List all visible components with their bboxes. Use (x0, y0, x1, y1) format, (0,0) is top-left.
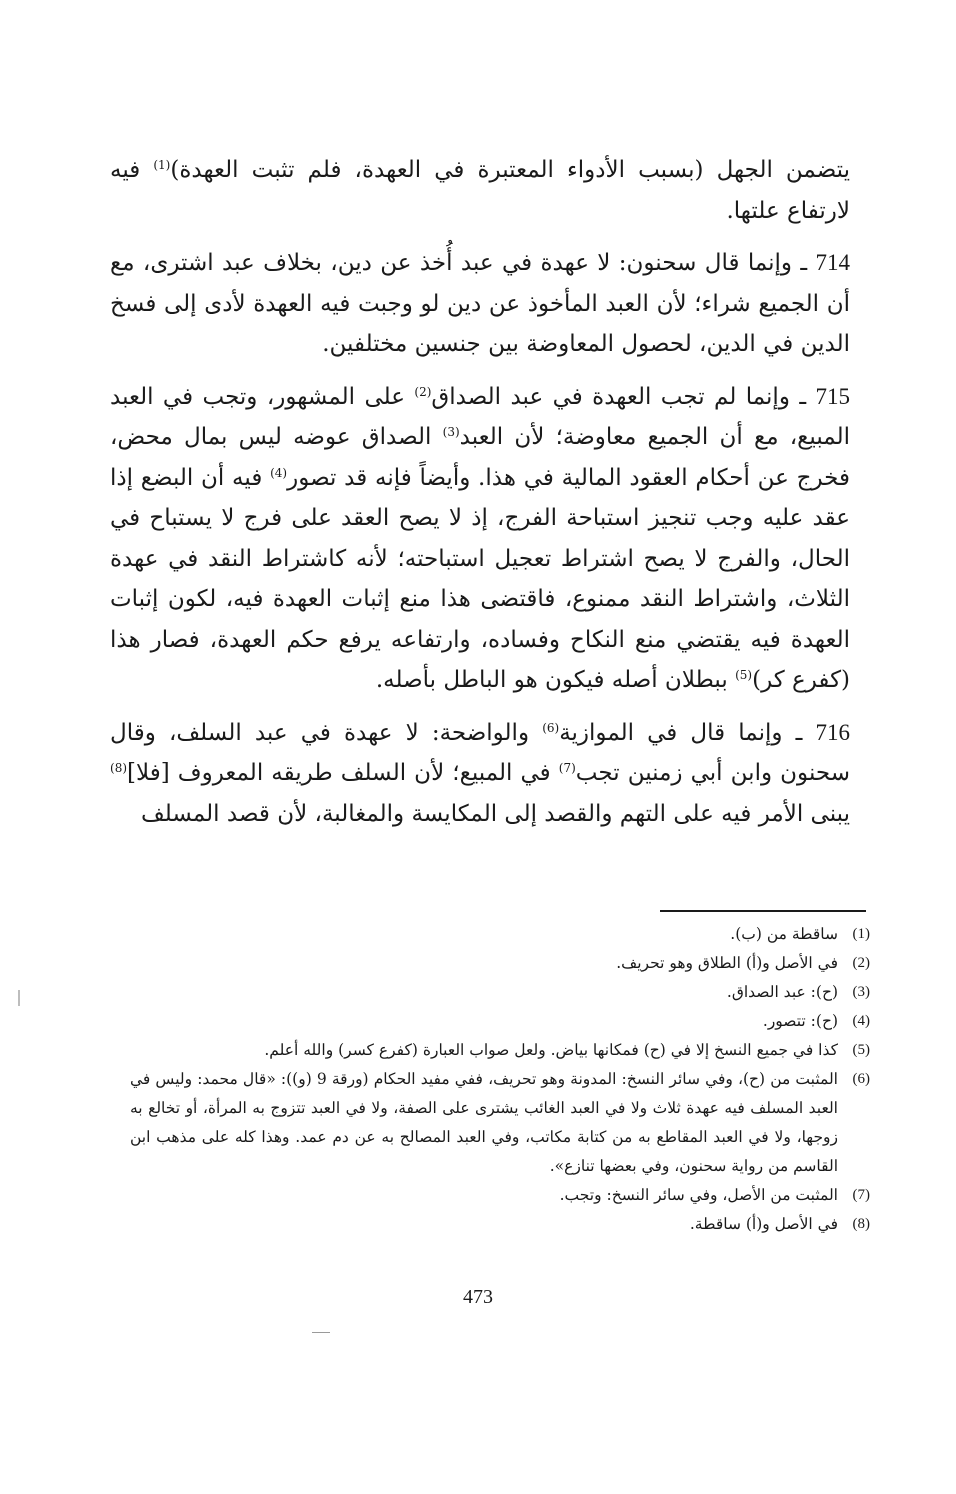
scan-mark (18, 990, 20, 1006)
paragraph-text: وإنما قال في الموازية (559, 719, 783, 746)
footnote-3 (130, 978, 870, 1007)
footnote-number: (5) (852, 1042, 870, 1058)
scan-mark (312, 1332, 330, 1333)
paragraph-text: وإنما قال سحنون: لا عهدة في عبد أُخذ عن دين، بخلاف عبد اشترى، مع أن الجميع شراء؛ لأن العبد المأخوذ عن دين لو وجبت فيه العهدة لأدى إلى فسخ الدين في الدين، لحصول المعاوضة بين جنسين مختلفين. (110, 250, 850, 357)
footnote-ref: (7) (558, 761, 576, 775)
footnote-8 (130, 1210, 870, 1239)
main-text-block (110, 150, 850, 846)
paragraph-714 (110, 243, 850, 365)
footnote-ref: (4) (270, 465, 288, 480)
footnote-text: المثبت من (ح)، وفي سائر النسخ: المدونة وهو تحريف، ففي مفيد الحكام (ورقة 9 (و)): «قال محمد: وليس في العبد المسلف فيه عهدة ثلاث ولا في العبد الغائب يشترى على الصفة، ولا في العبد تتزوج به المرأة، أو تخالع به زوجها، ولا في العبد المقاطع به من كتابة مكاتب، وفي العبد المصالح به عن دم عمد. وهذا كله على مذهب ابن القاسم من رواية سحنون، وفي بعضها تنازع». (130, 1070, 838, 1175)
footnote-number: (6) (852, 1071, 870, 1087)
footnote-text: في الأصل و(أ) ساقطة. (689, 1215, 838, 1233)
footnote-4 (130, 1007, 870, 1036)
paragraph-text: الصداق عوضه ليس بمال محض، فخرج عن أحكام العقود المالية في هذا. وأيضاً فإنه قد تصور (110, 424, 850, 491)
paragraph-text: يتضمن الجهل (بسبب الأدواء المعتبرة في العهدة، فلم تثبت العهدة) (170, 157, 851, 183)
paragraph-text: والواضحة: لا عهدة في عبد السلف، وقال سحنون وابن أبي زمنين تجب (110, 719, 850, 786)
footnote-divider (660, 910, 866, 912)
footnote-2 (130, 949, 870, 978)
paragraph-text: فيه أن البضع إذا عقد عليه وجب تنجيز استباحة الفرج، إذ لا يصح العقد على فرج لا يستباح في الحال، والفرج لا يصح اشتراط تعجيل استباحته؛ لأنه كاشتراط النقد في عهدة الثلاث، واشتراط النقد ممنوع، فاقتضى هذا منع إثبات العهدة فيه، لكون إثبات العهدة فيه يقتضي منع النكاح وفساده، وارتفاعه يرفع حكم العهدة، فصار هذا (كفرع كر) (110, 464, 850, 693)
footnote-ref: (1) (153, 158, 171, 172)
footnote-text: (ح): عبد الصداق. (726, 983, 838, 1001)
footnote-text: (ح): تتصور. (762, 1012, 838, 1030)
footnote-text: كذا في جميع النسخ إلا في (ح) فمكانها بياض. ولعل صواب العبارة (كفرع كسر) والله أعلم. (264, 1041, 838, 1059)
footnote-ref: (2) (414, 384, 432, 399)
paragraph-text: وإنما لم تجب العهدة في عبد الصداق (431, 383, 790, 410)
paragraph-716 (110, 713, 850, 835)
footnotes-block (130, 920, 870, 1239)
footnote-1 (130, 920, 870, 949)
paragraph-715 (110, 377, 850, 701)
footnote-number: (1) (852, 926, 870, 942)
footnote-5 (130, 1036, 870, 1065)
paragraph-number: 715 (815, 383, 850, 409)
paragraph-continuation (110, 150, 850, 231)
footnote-ref: (3) (442, 425, 460, 439)
footnote-number: (4) (852, 1013, 870, 1029)
paragraph-text: على المشهور، وتجب في العبد المبيع، مع أن الجميع معاوضة؛ لأن العبد (110, 383, 850, 450)
footnote-number: (2) (852, 955, 870, 971)
footnote-text: ساقطة من (ب). (730, 925, 838, 943)
footnote-text: المثبت من الأصل، وفي سائر النسخ: وتجب. (559, 1186, 838, 1204)
footnote-number: (7) (852, 1187, 870, 1203)
paragraph-text: في المبيع؛ لأن السلف طريقه المعروف [فلا] (127, 760, 559, 786)
paragraph-text: ببطلان أصله فيكون هو الباطل بأصله. (375, 667, 736, 693)
paragraph-number: 714 (815, 250, 851, 275)
footnote-ref: (8) (110, 761, 128, 775)
footnote-ref: (6) (542, 720, 560, 735)
footnote-text: في الأصل و(أ) الطلاق وهو تحريف. (616, 954, 838, 972)
footnote-number: (3) (852, 984, 870, 1000)
page-number: 473 (463, 1286, 493, 1308)
paragraph-text: يبنى الأمر فيه على التهم والقصد إلى المكايسة والمغالبة، لأن قصد المسلف (140, 800, 850, 827)
footnote-number: (8) (852, 1216, 870, 1232)
paragraph-dash: ـ (799, 383, 807, 409)
paragraph-number: 716 (815, 719, 851, 745)
footnote-7 (130, 1181, 870, 1210)
paragraph-dash: ـ (795, 719, 803, 745)
paragraph-text: فيه لارتفاع علتها. (110, 157, 850, 224)
footnote-6 (130, 1065, 870, 1181)
paragraph-dash: ـ (800, 250, 808, 275)
footnote-ref: (5) (735, 668, 753, 682)
